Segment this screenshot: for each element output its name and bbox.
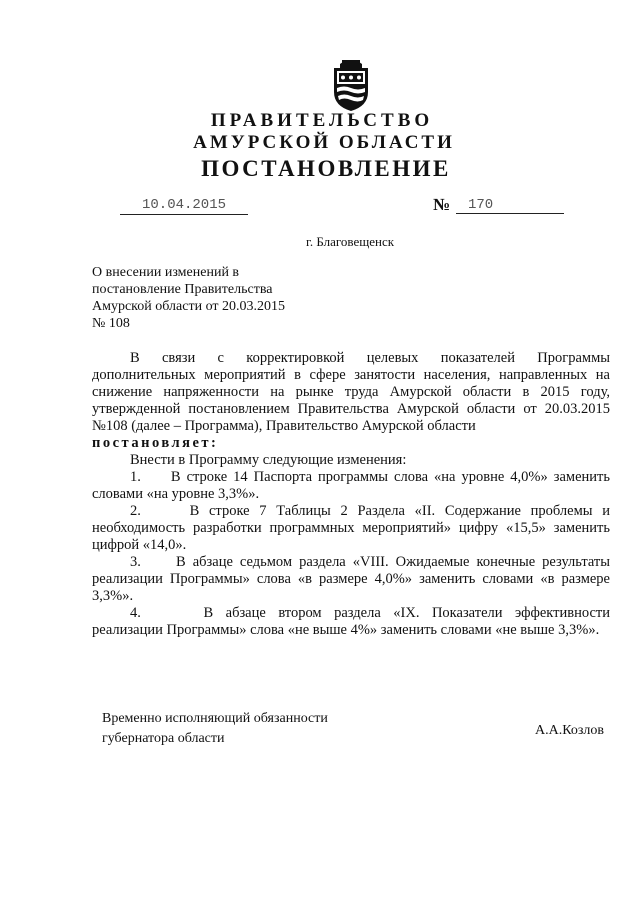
change-item	[92, 469, 610, 503]
change-item	[92, 503, 610, 554]
change-item	[92, 554, 610, 605]
position-line: Временно исполняющий обязанности	[102, 711, 328, 726]
position-line: губернатора области	[102, 731, 225, 746]
item-text: В строке 14 Паспорта программы слова «на уровне 4,0%» заменить	[170, 469, 610, 485]
coat-of-arms-icon	[328, 58, 374, 112]
government-title: ПРАВИТЕЛЬСТВО	[210, 110, 434, 131]
document-date: 10.04.2015	[120, 197, 248, 215]
item-text-rest: реализации Программы» слова «не выше 4%» заменить словами «не выше 3,3%».	[92, 622, 600, 638]
change-item	[92, 605, 610, 639]
preamble-text: дополнительных мероприятий в сфере занятости населения, направленных на снижение напряженности на рынке труда Амурской области в 2015 году, утвержденной постановлением Правительства Амурской области от 20.03.2015 №108 (далее – Программа), Правительство Амурской области	[92, 367, 610, 434]
decree-word: постановляет:	[92, 435, 219, 451]
document-type-title: ПОСТАНОВЛЕНИЕ	[201, 156, 451, 181]
item-text: В строке 7 Таблицы 2 Раздела «II. Содержание проблемы и	[189, 503, 610, 519]
subject-line: постановление Правительства	[92, 282, 273, 297]
item-number: 1.	[130, 469, 141, 485]
city: г. Благовещенск	[305, 234, 395, 249]
item-number: 3.	[130, 554, 141, 570]
changes-intro: Внести в Программу следующие изменения:	[130, 452, 407, 468]
item-text: В абзаце втором раздела «IX. Показатели эффективности	[203, 605, 610, 621]
subject-line: Амурской области от 20.03.2015	[92, 299, 285, 314]
subject-line: О внесении изменений в	[92, 265, 240, 280]
item-number: 2.	[130, 503, 141, 519]
number-label: №	[433, 195, 451, 214]
document-number: 170	[456, 197, 564, 214]
signatory-name: А.А.Козлов	[535, 723, 604, 738]
item-number: 4.	[130, 605, 141, 621]
document-body	[92, 350, 610, 639]
region-title: АМУРСКОЙ ОБЛАСТИ	[193, 132, 455, 153]
item-text-rest: необходимость разработки программных мероприятий» цифру «15,5» заменить цифрой «14,0».	[92, 520, 610, 553]
preamble-first-line: В связи с корректировкой целевых показателей Программы	[130, 350, 610, 366]
signatory-position	[102, 709, 328, 749]
subject-line: № 108	[92, 316, 130, 331]
item-text-rest: словами «на уровне 3,3%».	[92, 486, 260, 502]
item-text-rest: реализации Программы» слова «в размере 4,0%» заменить словами «в размере 3,3%».	[92, 571, 610, 604]
item-text: В абзаце седьмом раздела «VIII. Ожидаемые конечные результаты	[176, 554, 611, 570]
document-subject	[92, 264, 285, 332]
